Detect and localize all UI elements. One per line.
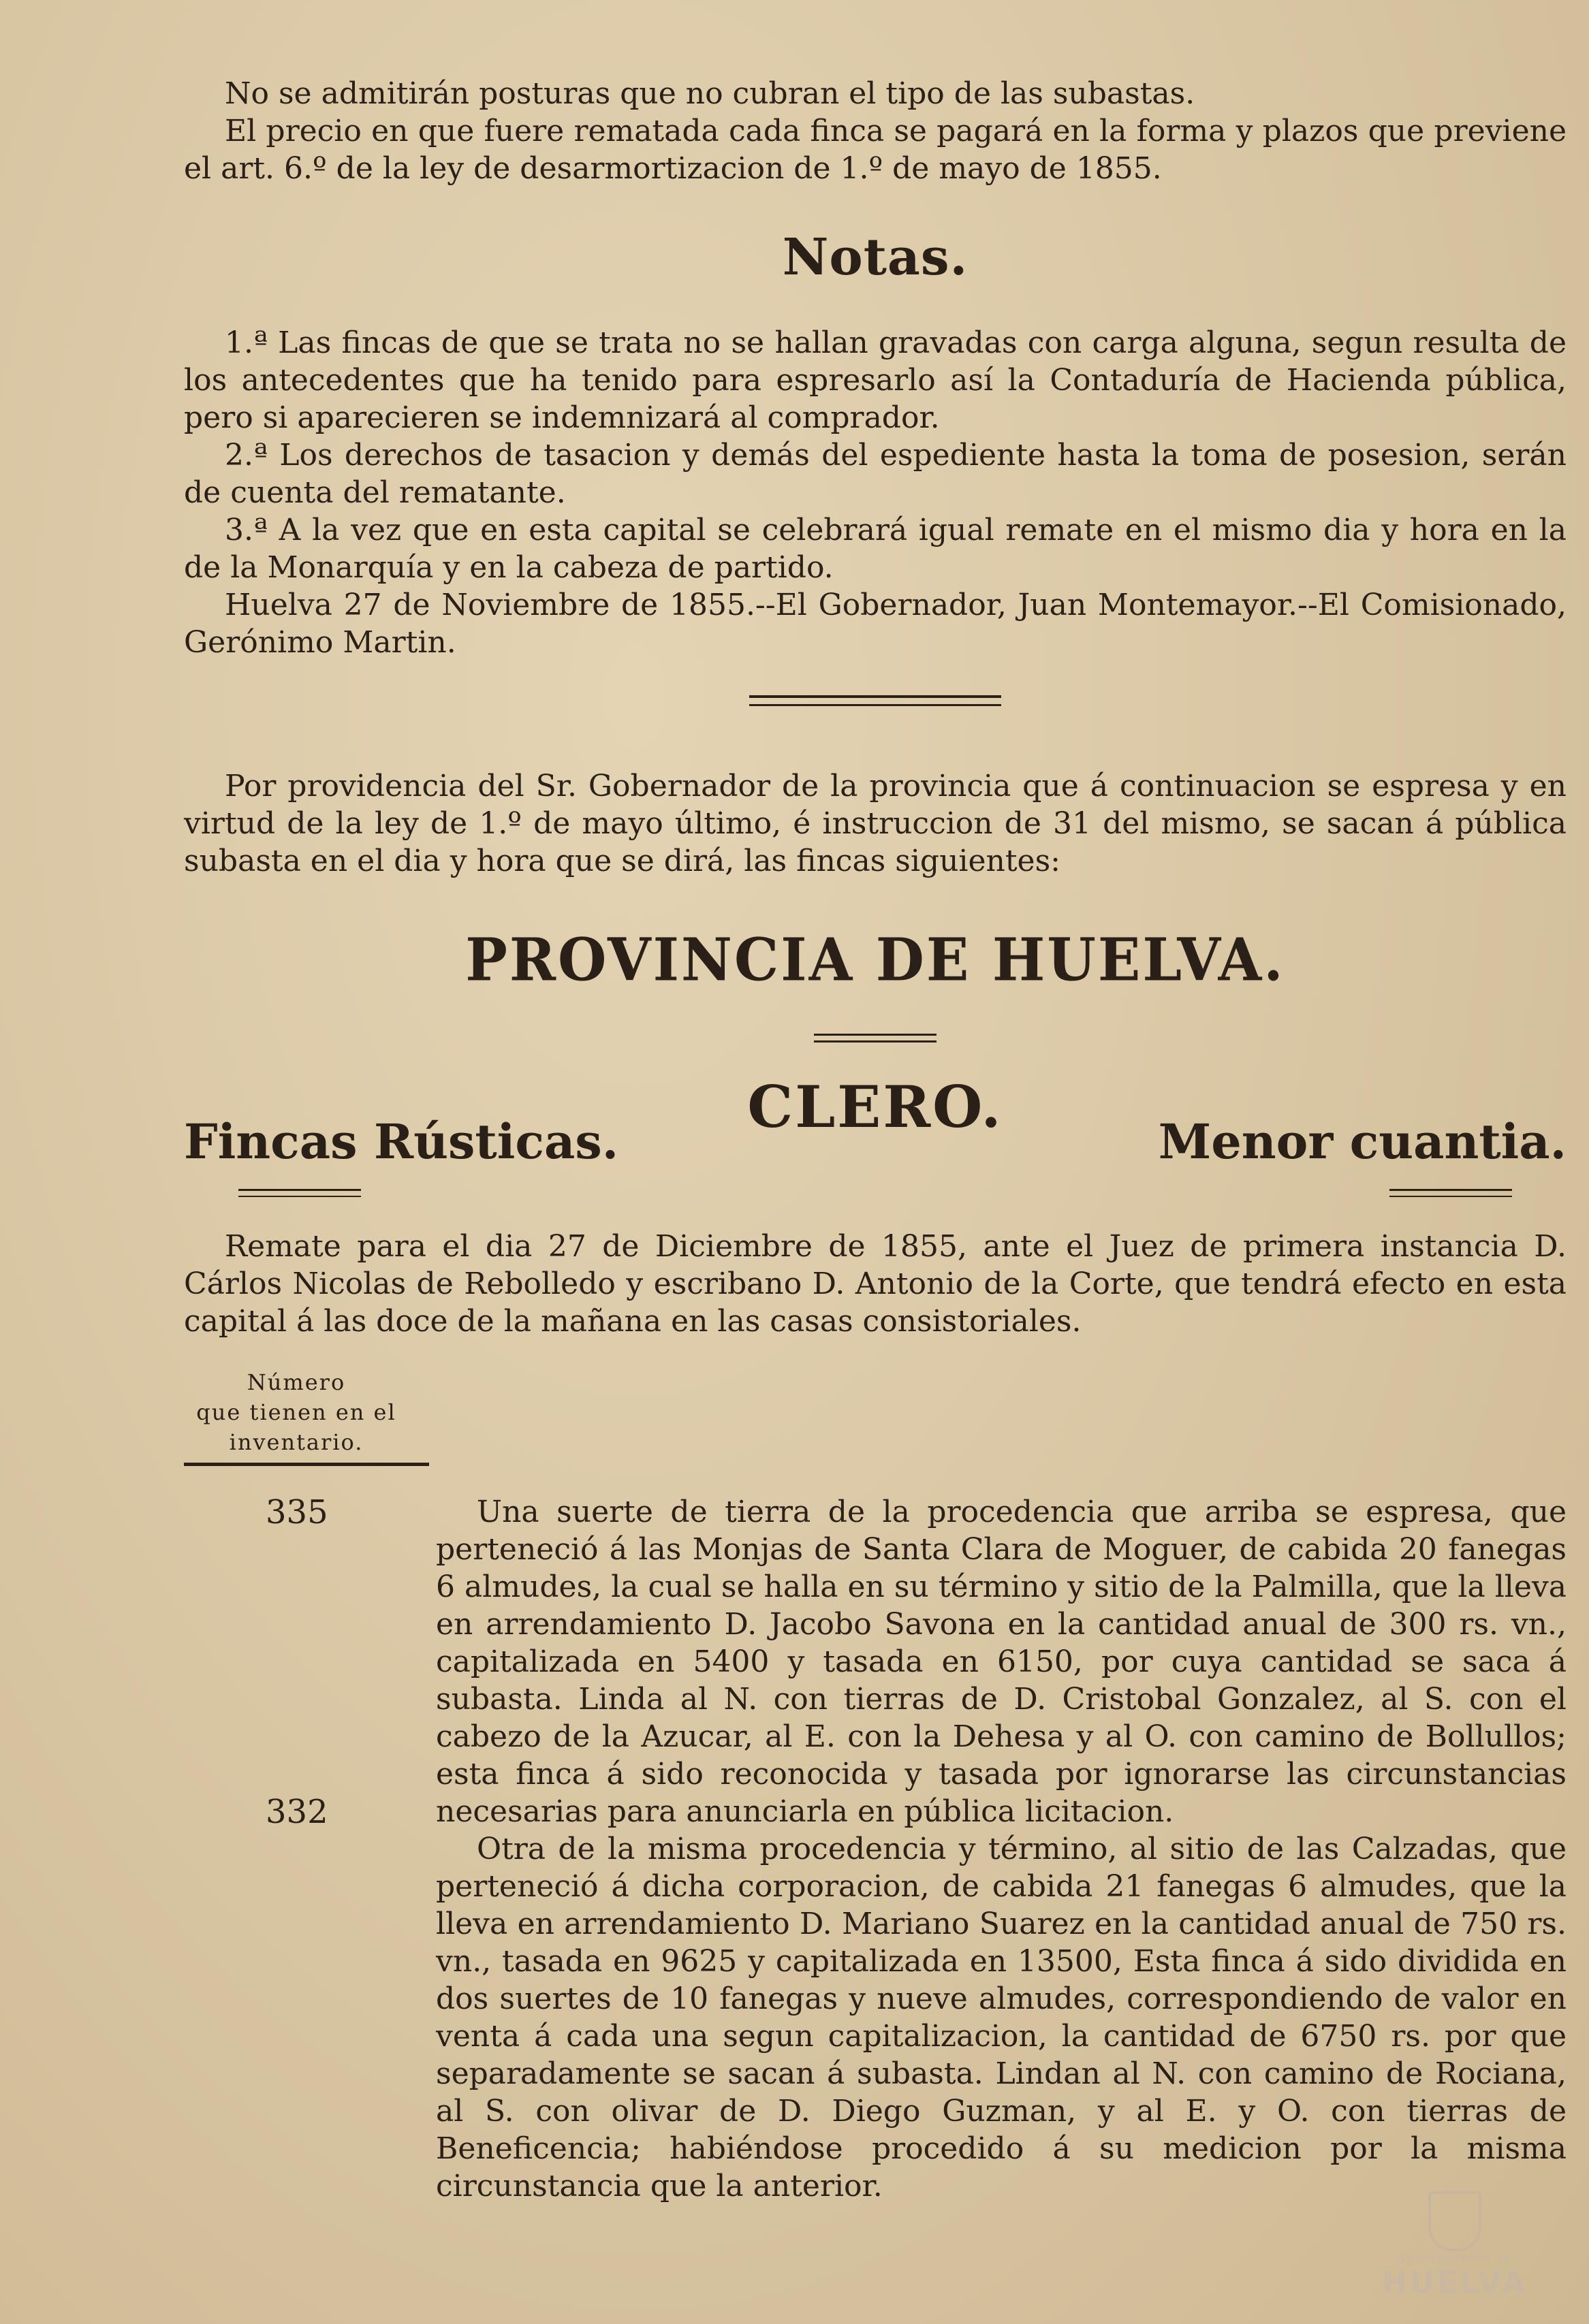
nota-3: 3.ª A la vez que en esta capital se celebrará igual remate en el mismo dia y hora en la de la Monarquía y en la cabeza de partido. bbox=[184, 513, 1567, 585]
column-header-rule bbox=[184, 1463, 429, 1466]
providencia-paragraph: Por providencia del Sr. Gobernador de la provincia que á continuacion se espresa y en virtud de la ley de 1.º de mayo último, é instruccion de 31 del mismo, se sacan á pública subasta en el dia y hora que se dirá, las fincas siguientes: bbox=[184, 769, 1567, 878]
entries-list bbox=[184, 1493, 1567, 2205]
clero-heading: CLERO. bbox=[747, 1073, 1003, 1141]
column-header-line-3: inventario. bbox=[229, 1429, 364, 1455]
intro-paragraph-1: No se admitirán posturas que no cubran el tipo de las subastas. bbox=[225, 76, 1195, 111]
list-item bbox=[184, 1493, 1567, 1830]
subheading-dividers bbox=[184, 1189, 1567, 1197]
section-divider bbox=[184, 695, 1567, 706]
column-header-line-2: que tienen en el bbox=[196, 1399, 396, 1425]
document-page bbox=[184, 75, 1567, 2205]
watermark-big-text: HUELVA bbox=[1382, 2265, 1528, 2300]
column-header-line-1: Número bbox=[247, 1369, 346, 1395]
entry-number: 332 bbox=[266, 1793, 328, 1831]
notas-heading: Notas. bbox=[782, 228, 969, 287]
archive-watermark bbox=[1382, 2191, 1528, 2300]
signature-line: Huelva 27 de Noviembre de 1855.--El Gobernador, Juan Montemayor.--El Comisionado, Gerónimo Martin. bbox=[184, 588, 1567, 660]
entry-text: Otra de la misma procedencia y término, al sitio de las Calzadas, que perteneció á dicha corporacion, de cabida 21 fanegas 6 almudes, que la lleva en arrendamiento D. Mariano Suarez en la cantidad anual de 750 rs. vn., tasada en 9625 y capitalizada en 13500, Esta finca á sido dividida en dos suertes de 10 fanegas y nueve almudes, correspondiendo de valor en venta á cada una segun capitalizacion, la cantidad de 6750 rs. por que separadamente se sacan á subasta. Lindan al N. con camino de Rociana, al S. con olivar de D. Diego Guzman, y al E. y O. con tierras de Beneficencia; habiéndose procedido á su medicion por la misma circunstancia que la anterior. bbox=[436, 1832, 1567, 2203]
remate-paragraph: Remate para el dia 27 de Diciembre de 1855, ante el Juez de primera instancia D. Cárlos Nicolas de Rebolledo y escribano D. Antonio de la Corte, que tendrá efecto en esta capital á las doce de la mañana en las casas consistoriales. bbox=[184, 1229, 1567, 1339]
provincia-divider bbox=[814, 1034, 937, 1042]
menor-cuantia-heading: Menor cuantia. bbox=[1158, 1113, 1567, 1170]
column-header bbox=[184, 1367, 409, 1457]
watermark-small-text: ayuntamiento de bbox=[1397, 2251, 1513, 2265]
entry-number: 335 bbox=[266, 1493, 328, 1531]
left-divider bbox=[238, 1189, 361, 1197]
intro-paragraph-2: El precio en que fuere rematada cada finca se pagará en la forma y plazos que previene el art. 6.º de la ley de desarmortizacion de 1.º de mayo de 1855. bbox=[184, 114, 1567, 186]
nota-2: 2.ª Los derechos de tasacion y demás del espediente hasta la toma de posesion, serán de cuenta del rematante. bbox=[184, 438, 1567, 510]
provincia-heading: PROVINCIA DE HUELVA. bbox=[465, 925, 1285, 995]
entry-text: Una suerte de tierra de la procedencia que arriba se espresa, que perteneció á las Monjas de Santa Clara de Moguer, de cabida 20 fanegas 6 almudes, la cual se halla en su término y sitio de la Palmilla, que la lleva en arrendamiento D. Jacobo Savona en la cantidad anual de 300 rs. vn., capitalizada en 5400 y tasada en 6150, por cuya cantidad se saca á subasta. Linda al N. con tierras de D. Cristobal Gonzalez, al S. con el cabezo de la Azucar, al E. con la Dehesa y al O. con camino de Bollullos; esta finca á sido reconocida y tasada por ignorarse las circunstancias necesarias para anunciarla en pública licitacion. bbox=[436, 1495, 1567, 1829]
nota-1: 1.ª Las fincas de que se trata no se hallan gravadas con carga alguna, segun resulta de los antecedentes que ha tenido para espresarlo así la Contaduría de Hacienda pública, pero si aparecieren se indemnizará al comprador. bbox=[184, 325, 1567, 435]
fincas-rusticas-heading: Fincas Rústicas. bbox=[184, 1113, 619, 1170]
coat-of-arms-icon bbox=[1428, 2191, 1481, 2251]
list-item bbox=[184, 1793, 1567, 2205]
right-divider bbox=[1389, 1189, 1512, 1197]
